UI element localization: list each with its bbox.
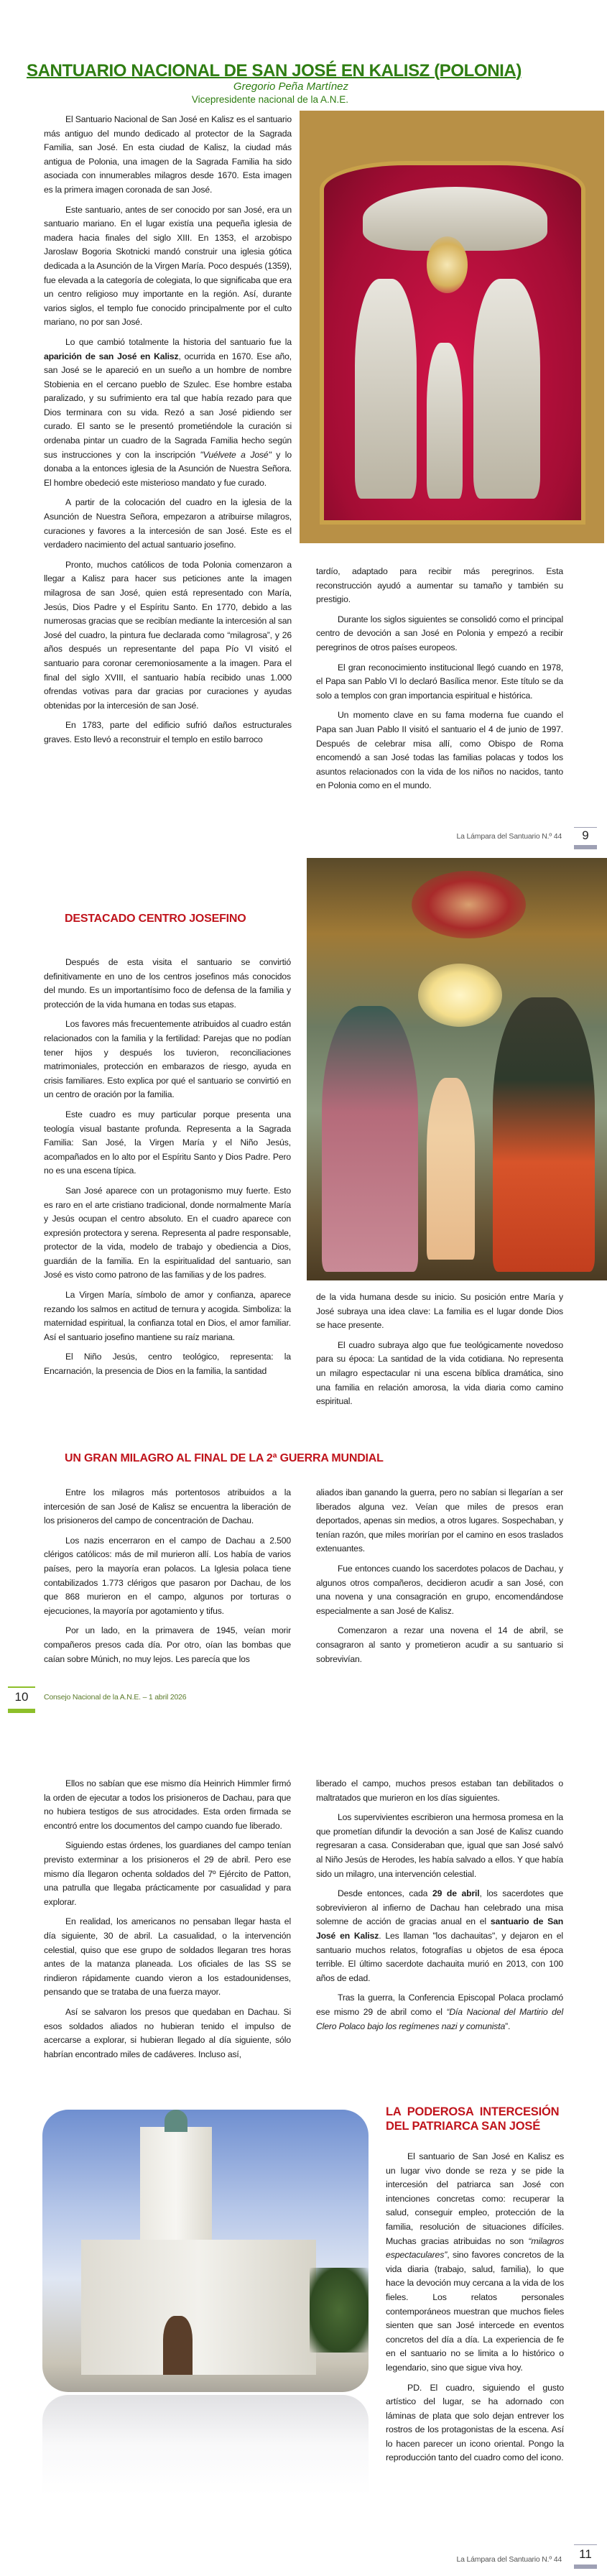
paragraph: Lo que cambió totalmente la historia del santuario fue la aparición de san José en Kalisz, ocurrida en 1670. Ese año, san José se le apareció en un sueño a un hombre de nombre Stobienia en el cercano pueblo de Szulec. Ese hombre estaba paralizado, y su sufrimiento era tal que había rezado para que Dios terminara con su vida. Rezó a san José pidiendo ser curado. El santo se le presentó prometiéndole la curación si ordenaba pintar un cuadro de la Sagrada Familia hecho según sus instrucciones y con la inscripción "Vuélvete a José" y lo donaba a la entonces iglesia de la Asunción de Nuestra Señora. El hombre obedeció este misterioso mandato y fue curado. [44,336,292,488]
paragraph: Comenzaron a rezar una novena el 14 de abril, se consagraron al santo y prometieron acudir a su santuario si sobrevivían. [316,1625,563,1664]
paragraph: aliados iban ganando la guerra, pero no sabían si llegarían a ser liberados alguna vez. Veían que miles de presos eran deportados, apenas sin medios, a otros lugares. Sospechaban, y tenían razón, que miles morirían por el camino en esos traslados extenuantes. [316,1487,563,1554]
emphasis-bold: santuario de San José en Kalisz [316,1916,563,1941]
paragraph: El Santuario Nacional de San José en Kalisz es el santuario más antiguo del mundo dedicado al protector de la Sagrada Familia, san José. En esta ciudad de Kalisz, la ciudad más antigua de Polonia, una imagen de la Sagrada Familia ha sido asociada con innumerables milagros desde 1670. Esta imagen es la primera imagen coronada de san José. [44,114,292,195]
paragraph: Desde entonces, cada 29 de abril, los sacerdotes que sobrevivieron al infierno de Dachau han celebrado una misa solemne de acción de gracias anual en el santuario de San José en Kalisz. Les llaman "los dachauitas", y dejaron en el santuario muchos relatos, fotografías u objetos de esa época terrible. El último sacerdote dachauita murió en 2013, con 100 años de edad. [316,1888,563,1983]
page-number: 10 [14,1690,29,1704]
footer-bar [574,2565,597,2569]
emphasis-bold: aparición de san José en Kalisz [44,351,179,361]
paragraph: Los supervivientes escribieron una hermosa promesa en la que prometían difundir la devoción a san José de Kalisz cuando regresaran a casa. Consideraban que, igual que san José salvó al Niño Jesús de Herodes, les había salvado a ellos. Y que había sido un milagro, una intervención celestial. [316,1812,563,1879]
paragraph: tardío, adaptado para recibir más peregrinos. Esta reconstrucción ayudó a aumentar su tamaño y también su prestigio. [316,566,563,605]
page10-right-column [316,1291,563,1415]
footer-rule [8,1686,35,1688]
footer-rule [574,2544,597,2545]
author-name: Gregorio Peña Martínez [233,80,348,93]
saint-joseph-figure [493,997,595,1272]
holy-spirit-dove [418,964,502,1027]
paragraph: Los favores más frecuentemente atribuidos al cuadro están relacionados con la familia y la fertilidad: Parejas que no podían tener hijos y después los tuvieron, reconciliaciones matrimoniales, protección en embarazos de riesgo, ayuda en crisis familiares. Esto explica por qué el santuario se convirtió en un centro de oración por la familia. [44,1019,291,1100]
paragraph: A partir de la colocación del cuadro en la iglesia de la Asunción de Nuestra Señora, empezaron a atribuirse milagros, curaciones y favores a la intercesión de san José. Este es el verdadero nacimiento del actual santuario josefino. [44,497,292,550]
paragraph: liberado el campo, muchos presos estaban tan debilitados o maltratados que murieron en los días siguientes. [316,1778,563,1803]
emphasis-italic: “milagros espectaculares” [386,2235,564,2261]
section-heading: DESTACADO CENTRO JOSEFINO [65,913,246,925]
page9-left-column [44,113,292,753]
virgin-mary-figure [355,279,417,499]
paragraph: Después de esta visita el santuario se convirtió definitivamente en uno de los centros josefinos más conocidos del mundo. Es un importantísimo foco de defensa de la familia y protección de la vida humana en todas sus etapas. [44,957,291,1010]
child-jesus-figure [427,343,463,499]
church-photo [42,2110,369,2392]
paragraph: El cuadro subraya algo que fue teológicamente novedoso para su época: La santidad de la vida cotidiana. No representa un milagro espectacular ni una escena bíblica dramática, sino una familia en relación amorosa, la vida diaria como camino espiritual. [316,1339,563,1407]
holy-family-painting [307,858,607,1280]
child-jesus-figure [427,1078,475,1260]
page10-section2-right [316,1486,563,1672]
paragraph: Un momento clave en su fama moderna fue cuando el Papa san Juan Pablo II visitó el santuario el 4 de junio de 1997. Después de celebrar misa allí, como Obispo de Roma encomendó a san José todas las familias polacas y todos los asuntos relacionados con la vida de los niños no nacidos, tanto en Polonia como en el mundo. [316,710,563,791]
page-number: 11 [579,2547,592,2561]
red-velvet-panel [320,161,585,525]
tower-cupola [165,2110,187,2132]
footer-bar [8,1709,35,1713]
section-heading: LA PODEROSA INTERCESIÓN DEL PATRIARCA SAN JOSÉ [386,2105,560,2133]
emphasis-bold: 29 de abril [432,1888,480,1899]
paragraph: Este santuario, antes de ser conocido por san José, era un santuario mariano. En el lugar existía una pequeña iglesia de madera hacia finales del siglo XIII. En 1353, el arzobispo Jaroslaw Bogoria Skotnicki mandó construir una iglesia gótica dedicada a la Asunción de la Virgen María. Poco después (1359), fue elevada a la categoría de colegiata, lo que significaba que era un centro religioso muy importante en la región. Así, durante varios siglos, el templo fue conocido principalmente por el culto mariano, no por san José. [44,204,292,328]
paragraph: Por un lado, en la primavera de 1945, veían morir compañeros presos cada día. Por otro, oían las bombas que caían sobre Múnich, no muy lejos. Les parecía que los [44,1625,291,1664]
emphasis-italic: “Día Nacional del Martirio del Clero Polaco bajo los regímenes nazi y comunista [316,2006,563,2031]
paragraph: El Niño Jesús, centro teológico, representa: la Encarnación, la presencia de Dios en la familia, la santidad [44,1352,291,1377]
emphasis-italic: "Vuélvete a José" [200,449,272,460]
tree [310,2268,369,2353]
holy-spirit-rays [427,236,468,293]
saint-joseph-figure [473,279,540,499]
paragraph: Tras la guerra, la Conferencia Episcopal Polaca proclamó ese mismo 29 de abril como el “Día Nacional del Martirio del Clero Polaco bajo los regímenes nazi y comunista”. [316,1993,563,2031]
page9-right-column [316,565,563,799]
paragraph: Entre los milagros más portentosos atribuidos a la intercesión de san José de Kalisz se encuentra la liberación de los prisioneros del campo de concentración de Dachau. [44,1487,291,1526]
paragraph: Ellos no sabían que ese mismo día Heinrich Himmler firmó la orden de ejecutar a todos los prisioneros de Dachau, para que no hubiera testigos de sus atrocidades. Esta orden firmada se encontró entre los documentos del campo cuando fue liberado. [44,1778,291,1831]
paragraph: Pronto, muchos católicos de toda Polonia comenzaron a llegar a Kalisz para hacer sus peticiones ante la imagen milagrosa de san José, quien está representado con María, Jesús, Dios Padre y el Espíritu Santo. En 1770, debido a las numerosas gracias que se recibían mediante la intercesión al san José del cuadro, la pintura fue declarada como “milagrosa”, y 26 años después un representante del papa Pío VI visitó el santuario para coronar ceremoniosamente a la imagen. Para el final del siglo XVIII, el santuario había recibido unas 1.000 ofrendas votivas para dar gracias por curaciones y ayudas obtenidas por la intercesión de san José. [44,559,292,711]
god-father-figure [412,871,526,938]
paragraph: El santuario de San José en Kalisz es un lugar vivo donde se reza y se pide la intercesión del patriarca san José con intenciones concretas como: recuperar la salud, conseguir empleo, protección de la familia, resolución de situaciones difíciles. Muchas gracias atribuidas no son “milagros espectaculares”, sino favores concretos de la vida diaria (trabajo, salud, familia), lo que hace la devoción muy cercana a la vida de los fieles. Los relatos personales contemporáneos muestran que muchos fieles sienten que san José intercede en eventos concretos del día a día. La experiencia de fe en el santuario no se limita a lo histórico o legendario, sino que sigue viva hoy. [386,2151,564,2373]
paragraph: San José aparece con un protagonismo muy fuerte. Esto es raro en el arte cristiano tradicional, donde normalmente María y Jesús ocupan el centro absoluto. En el cuadro aparece con expresión protectora y serena. Representa al padre responsable, protector de la vida, modelo de trabajo y obediencia a Dios, guardián de la familia. En la espiritualidad del santuario, san José es visto como patrono de las familias y de los padres. [44,1185,291,1280]
icon-relief-image [300,111,604,543]
page10-footer-label: Consejo Nacional de la A.N.E. – 1 abril 2026 [44,1693,187,1702]
photo-reflection [42,2395,369,2496]
paragraph: El gran reconocimiento institucional llegó cuando en 1978, el Papa san Pablo VI lo declaró Basílica menor. Este título se da solo a templos con gran importancia espiritual e histórica. [316,662,563,701]
paragraph: Este cuadro es muy particular porque presenta una teología visual bastante profunda. Representa a la Sagrada Familia: San José, la Virgen María y el Niño Jesús, acompañados en lo alto por el Espíritu Santo y Dios Padre. Pero no es una escena típica. [44,1109,291,1176]
paragraph: Los nazis encerraron en el campo de Dachau a 2.500 clérigos católicos: más de mil murieron allí. Los había de varios países, pero la mayoría eran polacos. La Iglesia polaca tiene contabilizados 1.773 clérigos que pasaron por Dachau, de los que 868 murieron en el campo, algunos por torturas o ejecuciones, la mayoría por agotamiento y tifus. [44,1535,291,1616]
footer-bar [574,845,597,849]
paragraph: Durante los siglos siguientes se consolidó como el principal centro de devoción a san José en Polonia y empezó a recibir peregrinos de otros países europeos. [316,614,563,652]
paragraph: Así se salvaron los presos que quedaban en Dachau. Si esos soldados aliados no hubieran tenido el impulso de acercarse a explorar, si hubieran llegado al día siguiente, sólo habrían encontrado miles de cadáveres. Incluso así, [44,2006,291,2059]
page11-footer-label: La Lámpara del Santuario N.º 44 [456,2555,562,2564]
footer-rule [574,827,597,828]
paragraph: En realidad, los americanos no pensaban llegar hasta el día siguiente, 30 de abril. La casualidad, o la intervención celestial, quiso que ese grupo de soldados llegaran tres horas antes de la matanza planeada. Los oficiales de las SS se rindieron rápidamente cuando vieron a los estadounidenses, pensando que se trataba de una fuerza mayor. [44,1916,291,1998]
section-heading: UN GRAN MILAGRO AL FINAL DE LA 2ª GUERRA MUNDIAL [65,1452,384,1464]
paragraph: La Virgen María, símbolo de amor y confianza, aparece rezando los salmos en actitud de ternura y acogida. Simboliza: la maternidad espiritual, la confianza total en Dios, el amor familiar. Así el santuario josefino mantiene su raíz mariana. [44,1290,291,1342]
page11-right-column [316,1777,563,2039]
page9-footer-label: La Lámpara del Santuario N.º 44 [456,832,562,841]
church-door [163,2316,193,2376]
paragraph: de la vida humana desde su inicio. Su posición entre María y José subraya una idea clave: La familia es el lugar donde Dios se hace presente. [316,1292,563,1331]
paragraph: En 1783, parte del edificio sufrió daños estructurales graves. Esto llevó a reconstruir el templo en estilo barroco [44,720,292,744]
author-role: Vicepresidente nacional de la A.N.E. [191,94,348,105]
page11-section3-column [386,2150,564,2471]
page11-left-column [44,1777,291,2067]
church-facade [81,2240,316,2376]
page-number: 9 [582,828,589,842]
paragraph: Siguiendo estas órdenes, los guardianes del campo tenían previsto exterminar a los prisioneros el 29 de abril. Pero ese mismo día llegaron ochenta soldados del 7º Ejército de Patton, una patrulla que llegaba prácticamente por casualidad y para explorar. [44,1840,291,1907]
paragraph: Fue entonces cuando los sacerdotes polacos de Dachau, y algunos otros compañeros, decidieron acudir a san José, con una novena y una consagración en grupo, encomendándose especialmente a san José de Kalisz. [316,1563,563,1616]
page10-left-column [44,956,291,1385]
paragraph: PD. El cuadro, siguiendo el gusto artístico del lugar, se ha adornado con láminas de plata que solo dejan entrever los rostros de los protagonistas de la escena. Así lo hacen parecer un icono oriental. Pongo la reproducción tanto del cuadro como del icono. [386,2382,564,2463]
article-title: SANTUARIO NACIONAL DE SAN JOSÉ EN KALISZ (POLONIA) [27,61,522,80]
page10-section2-left [44,1486,291,1672]
virgin-mary-figure [322,1006,418,1272]
